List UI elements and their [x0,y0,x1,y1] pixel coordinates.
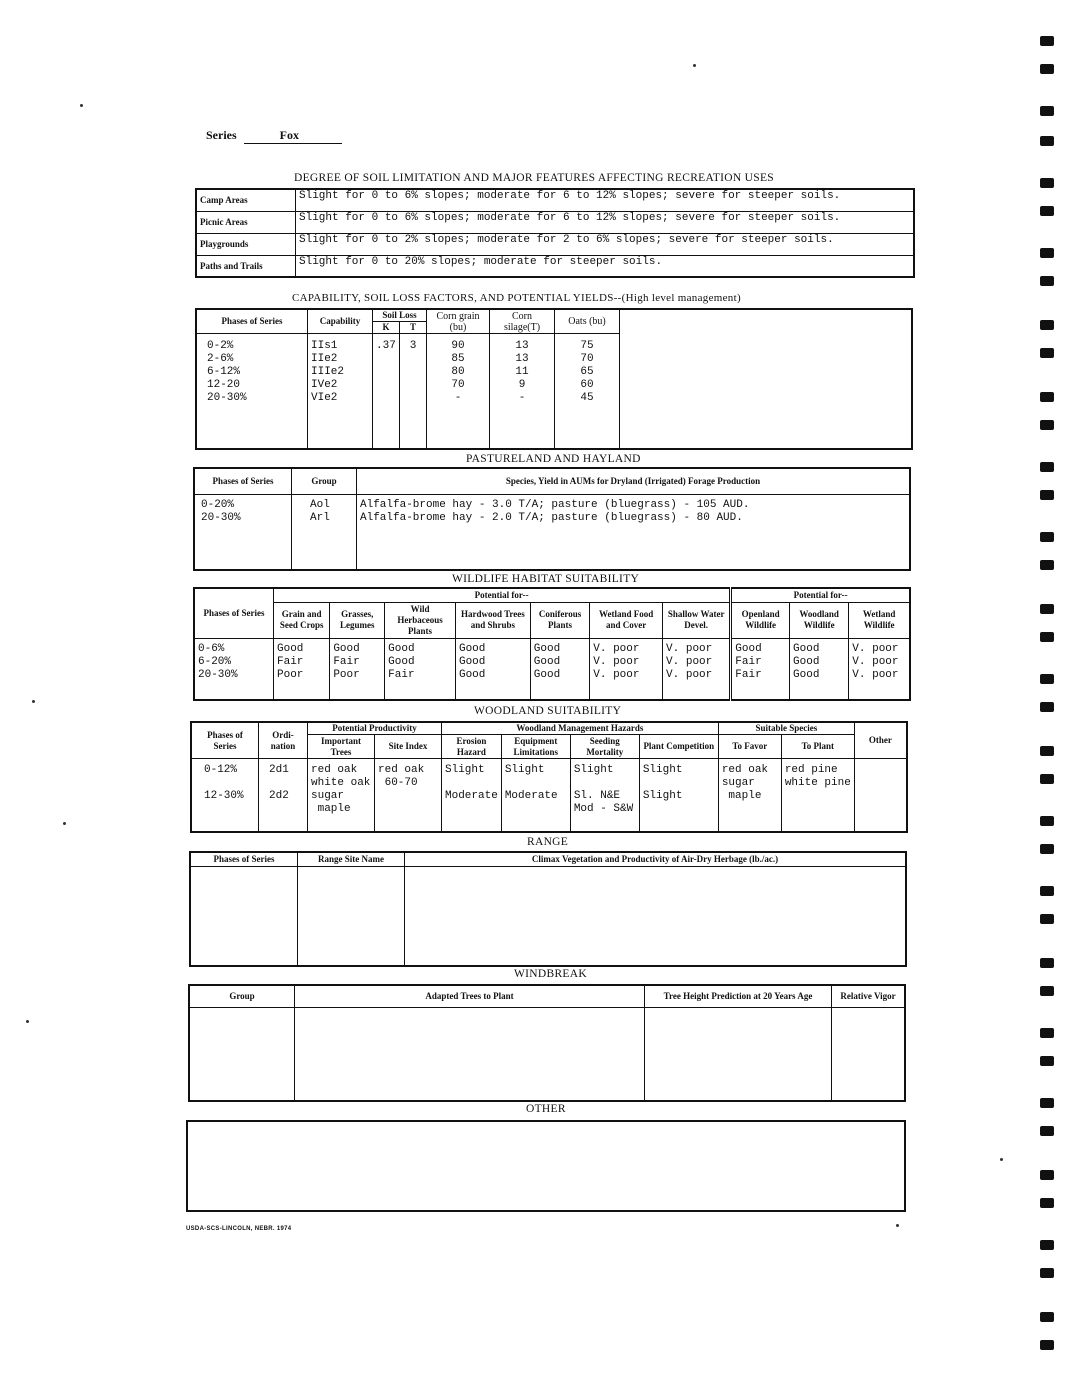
group-header: Group [189,985,295,1007]
adapted-trees-header: Adapted Trees to Plant [295,985,645,1007]
shallow-header: Shallow Water Devel. [663,602,731,638]
hazards-header: Woodland Management Hazards [442,722,719,735]
ordination-col: 2d1 2d2 [259,759,308,833]
t-value: 3 [400,334,427,450]
woodland-header: Woodland Wildlife [790,602,849,638]
binding-mark [1040,1312,1054,1322]
binding-mark [1040,532,1054,542]
binding-mark [1040,604,1054,614]
to-favor-col: red oak sugar maple [718,759,781,833]
openland-header: Openland Wildlife [731,602,790,638]
corn-grain-header: Corn grain (bu) [427,309,490,334]
capability-title: CAPABILITY, SOIL LOSS FACTORS, AND POTENTIAL YIELDS--(High level management) [292,292,741,304]
hardwood-header: Hardwood Trees and Shrubs [455,602,530,638]
binding-mark [1040,64,1054,74]
wetland-header: Wetland Wildlife [849,602,910,638]
phases-header: Phases of Series [191,722,259,759]
row-label: Camp Areas [196,189,296,211]
k-value: .37 [373,334,400,450]
scan-speck [26,1020,29,1023]
other-title: OTHER [526,1103,566,1115]
corn-grain-col: 90 85 80 70 - [427,334,490,450]
binding-mark [1040,1198,1054,1208]
binding-mark [1040,36,1054,46]
binding-mark [1040,1340,1054,1350]
t-header: T [400,322,427,334]
phases-col: 0-12% 12-30% [191,759,259,833]
openland-col: Good Fair Fair [731,638,790,700]
scan-speck [63,822,66,825]
windbreak-table [188,984,906,1102]
binding-mark [1040,206,1054,216]
shallow-col: V. poor V. poor V. poor [663,638,731,700]
seeding-header: Seeding Mortality [570,735,639,759]
tree-height-header: Tree Height Prediction at 20 Years Age [645,985,832,1007]
binding-mark [1040,1028,1054,1038]
series-value: Fox [244,128,342,144]
binding-mark [1040,1056,1054,1066]
scan-speck [1000,1158,1003,1161]
row-text: Slight for 0 to 2% slopes; moderate for 2 to 6% slopes; severe for steeper soils. [296,233,915,255]
to-plant-col: red pine white pine [781,759,854,833]
binding-mark [1040,1268,1054,1278]
plant-competition-header: Plant Competition [639,735,718,759]
wild-header: Wild Herbaceous Plants [385,602,456,638]
capability-col: IIs1 IIe2 IIIe2 IVe2 VIe2 [308,334,373,450]
row-text: Slight for 0 to 20% slopes; moderate for steeper soils. [296,255,915,277]
group-header: Group [292,468,357,494]
important-trees-col: red oak white oak sugar maple [308,759,375,833]
phases-col: 0-2% 2-6% 6-12% 12-20 20-30% [196,334,308,450]
binding-mark [1040,348,1054,358]
binding-mark [1040,958,1054,968]
woodland-table [190,721,908,833]
potential-for-header-2: Potential for-- [731,588,910,602]
to-plant-header: To Plant [781,735,854,759]
binding-mark [1040,1170,1054,1180]
recreation-table [195,188,915,278]
woodland-col: Good Good Good [790,638,849,700]
binding-mark [1040,702,1054,712]
binding-mark [1040,632,1054,642]
binding-mark [1040,276,1054,286]
binding-mark [1040,420,1054,430]
grain-header: Grain and Seed Crops [274,602,330,638]
corn-silage-col: 13 13 11 9 - [490,334,555,450]
oats-header: Oats (bu) [555,309,620,334]
binding-mark [1040,136,1054,146]
k-header: K [373,322,400,334]
binding-mark [1040,490,1054,500]
equipment-header: Equipment Limitations [501,735,570,759]
capability-header: Capability [308,309,373,334]
table-row [196,233,914,255]
relative-vigor-header: Relative Vigor [832,985,906,1007]
binding-mark [1040,844,1054,854]
scan-speck [896,1224,899,1227]
binding-mark [1040,320,1054,330]
scan-speck [32,700,35,703]
range-table [189,851,907,967]
scan-speck [80,104,83,107]
wild-col: Good Good Fair [385,638,456,700]
suitable-species-header: Suitable Species [718,722,854,735]
pasture-table [193,467,911,571]
blank-cell [405,866,907,966]
capability-table [195,308,913,450]
phases-header: Phases of Series [196,309,308,334]
plant-competition-col: Slight Slight [639,759,718,833]
grasses-header: Grasses, Legumes [330,602,385,638]
row-label: Playgrounds [196,233,296,255]
row-label: Paths and Trails [196,255,296,277]
site-index-header: Site Index [375,735,442,759]
recreation-title: DEGREE OF SOIL LIMITATION AND MAJOR FEATURES AFFECTING RECREATION USES [294,172,774,184]
binding-mark [1040,914,1054,924]
blank-cell [190,866,298,966]
phases-header: Phases of Series [194,468,292,494]
binding-mark [1040,746,1054,756]
wetland-col: V. poor V. poor V. poor [849,638,910,700]
hardwood-col: Good Good Good [455,638,530,700]
binding-mark [1040,886,1054,896]
binding-mark [1040,774,1054,784]
series-label: Series [206,128,237,142]
row-label: Picnic Areas [196,211,296,233]
coniferous-header: Coniferous Plants [530,602,590,638]
scan-speck [693,64,696,67]
oats-col: 75 70 65 60 45 [555,334,620,450]
species-col: Alfalfa-brome hay - 3.0 T/A; pasture (bluegrass) - 105 AUD. Alfalfa-brome hay - 2.0 T/A; pasture (bluegrass) - 80 AUD. [357,494,911,570]
phases-col: 0-20% 20-30% [194,494,292,570]
other-header: Other [854,722,907,759]
ordination-header: Ordi- nation [259,722,308,759]
wildlife-title: WILDLIFE HABITAT SUITABILITY [452,573,640,585]
series-line [206,128,342,144]
equipment-col: Slight Moderate [501,759,570,833]
wildlife-table [193,587,911,701]
binding-mark [1040,462,1054,472]
seeding-col: Slight Sl. N&E Mod - S&W [570,759,639,833]
site-index-col: red oak 60-70 [375,759,442,833]
potential-productivity-header: Potential Productivity [308,722,442,735]
table-row [196,189,914,211]
blank-cell [832,1007,906,1101]
species-header: Species, Yield in AUMs for Dryland (Irrigated) Forage Production [357,468,911,494]
soil-loss-header: Soil Loss [373,309,427,322]
binding-mark [1040,178,1054,188]
coniferous-col: Good Good Good [530,638,590,700]
binding-mark [1040,816,1054,826]
important-trees-header: Important Trees [308,735,375,759]
potential-for-header: Potential for-- [274,588,731,602]
binding-mark [1040,674,1054,684]
footer-imprint: USDA-SCS-LINCOLN, NEBR. 1974 [186,1226,292,1232]
blank-cell [620,309,913,449]
climax-header: Climax Vegetation and Productivity of Air-Dry Herbage (lb./ac.) [405,852,907,866]
erosion-header: Erosion Hazard [442,735,502,759]
corn-silage-header: Corn silage(T) [490,309,555,334]
binding-mark [1040,560,1054,570]
woodland-title: WOODLAND SUITABILITY [474,705,622,717]
blank-cell [645,1007,832,1101]
phases-header: Phases of Series [194,588,274,638]
binding-mark [1040,1098,1054,1108]
to-favor-header: To Favor [718,735,781,759]
pasture-title: PASTURELAND AND HAYLAND [466,453,641,465]
range-title: RANGE [527,836,569,848]
binding-mark [1040,106,1054,116]
blank-cell [189,1007,295,1101]
blank-cell [295,1007,645,1101]
binding-mark [1040,392,1054,402]
binding-mark [1040,1240,1054,1250]
phases-header: Phases of Series [190,852,298,866]
group-col: Aol Arl [292,494,357,570]
row-text: Slight for 0 to 6% slopes; moderate for 6 to 12% slopes; severe for steeper soils. [296,211,915,233]
erosion-col: Slight Moderate [442,759,502,833]
range-site-header: Range Site Name [298,852,405,866]
phases-col: 0-6% 6-20% 20-30% [194,638,274,700]
other-col [854,759,907,833]
binding-mark [1040,1126,1054,1136]
row-text: Slight for 0 to 6% slopes; moderate for 6 to 12% slopes; severe for steeper soils. [296,189,915,211]
windbreak-title: WINDBREAK [514,968,587,980]
wetland-food-col: V. poor V. poor V. poor [590,638,663,700]
grasses-col: Good Fair Poor [330,638,385,700]
grain-col: Good Fair Poor [274,638,330,700]
table-row [196,211,914,233]
binding-mark [1040,248,1054,258]
blank-cell [298,866,405,966]
wetland-food-header: Wetland Food and Cover [590,602,663,638]
binding-mark [1040,986,1054,996]
other-box [186,1120,906,1212]
table-row [196,255,914,277]
